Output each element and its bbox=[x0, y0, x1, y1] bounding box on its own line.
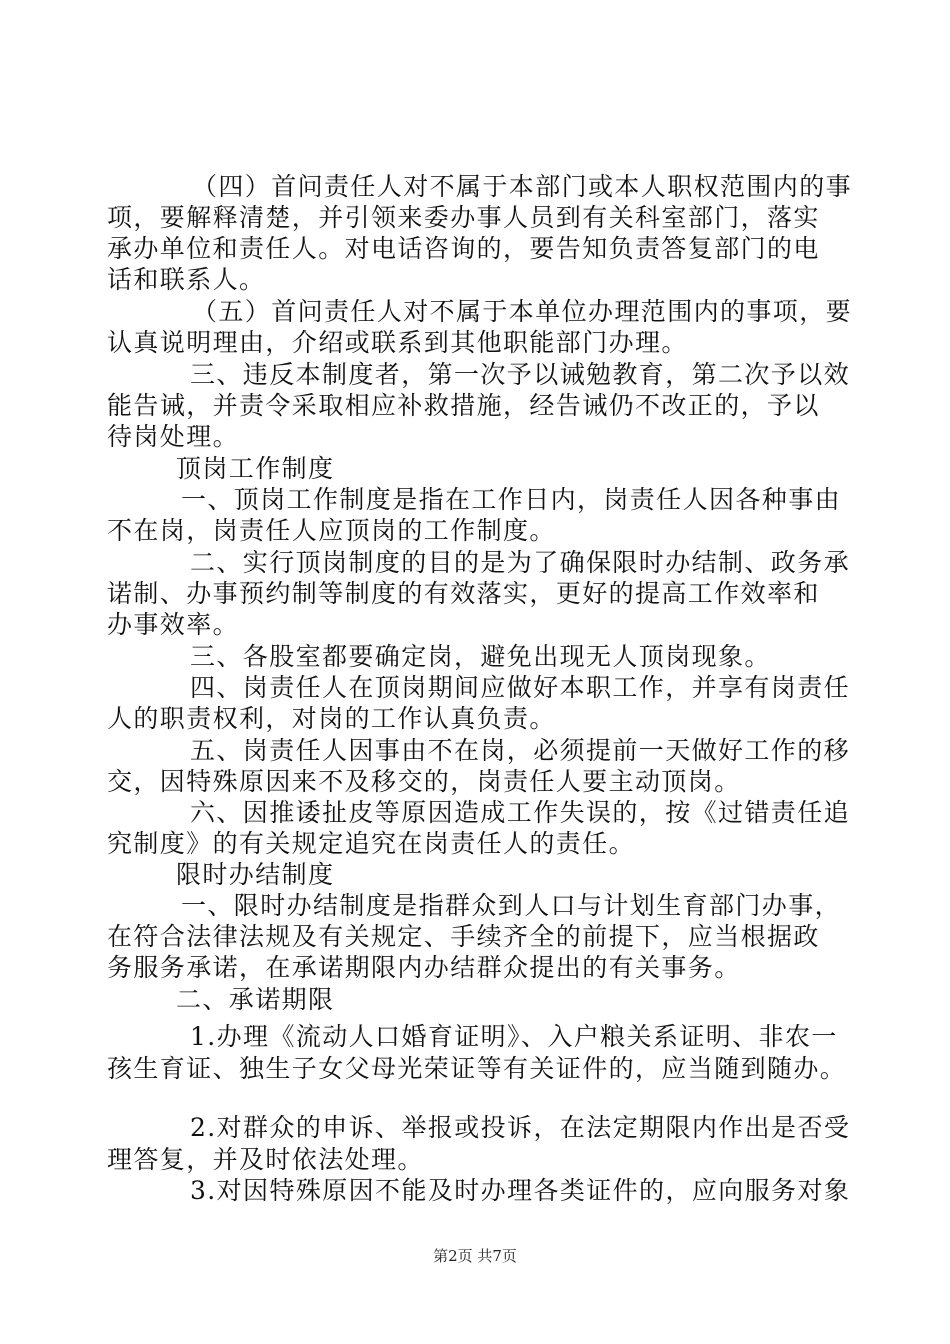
paragraph-line-14: 诺制、办事预约制等制度的有效落实，更好的提高工作效率和 bbox=[107, 579, 820, 608]
paragraph-line-30: 2.对群众的申诉、举报或投诉，在法定期限内作出是否受 bbox=[190, 1113, 851, 1142]
paragraph-line-25: 在符合法律法规及有关规定、手续齐全的前提下，应当根据政 bbox=[107, 922, 820, 951]
paragraph-line-5: （五）首问责任人对不属于本单位办理范围内的事项，要 bbox=[192, 297, 853, 326]
paragraph-line-2: 项，要解释清楚，并引领来委办事人员到有关科室部门，落实 bbox=[107, 203, 820, 232]
paragraph-line-32: 3.对因特殊原因不能及时办理各类证件的，应向服务对象 bbox=[190, 1176, 851, 1205]
paragraph-line-31: 理答复，并及时依法处理。 bbox=[107, 1145, 424, 1174]
paragraph-line-26: 务服务承诺，在承诺期限内办结群众提出的有关事务。 bbox=[107, 953, 741, 982]
paragraph-line-27: 二、承诺期限 bbox=[176, 985, 335, 1014]
paragraph-line-8: 能告诫，并责令采取相应补救措施，经告诫仍不改正的，予以 bbox=[107, 391, 820, 420]
section-heading-xianshi: 限时办结制度 bbox=[176, 860, 335, 889]
paragraph-line-12: 不在岗，岗责任人应顶岗的工作制度。 bbox=[107, 516, 556, 545]
paragraph-line-18: 人的职责权利，对岗的工作认真负责。 bbox=[107, 704, 556, 733]
paragraph-line-7: 三、违反本制度者，第一次予以诫勉教育，第二次予以效 bbox=[190, 360, 851, 389]
paragraph-line-28: 1.办理《流动人口婚育证明》、入户粮关系证明、非农一 bbox=[190, 1022, 838, 1051]
section-heading-dinggang: 顶岗工作制度 bbox=[176, 454, 335, 483]
paragraph-line-21: 六、因推诿扯皮等原因造成工作失误的，按《过错责任追 bbox=[190, 798, 851, 827]
paragraph-line-29: 孩生育证、独生子女父母光荣证等有关证件的，应当随到随办。 bbox=[107, 1054, 847, 1083]
paragraph-line-22: 究制度》的有关规定追究在岗责任人的责任。 bbox=[107, 829, 636, 858]
paragraph-line-3: 承办单位和责任人。对电话咨询的，要告知负责答复部门的电 bbox=[107, 234, 820, 263]
paragraph-line-24: 一、限时办结制度是指群众到人口与计划生育部门办事， bbox=[181, 891, 842, 920]
paragraph-line-16: 三、各股室都要确定岗，避免出现无人顶岗现象。 bbox=[190, 642, 771, 671]
page-number-footer: 第2页 共7页 bbox=[433, 1247, 517, 1265]
paragraph-line-17: 四、岗责任人在顶岗期间应做好本职工作，并享有岗责任 bbox=[190, 673, 851, 702]
paragraph-line-13: 二、实行顶岗制度的目的是为了确保限时办结制、政务承 bbox=[190, 548, 851, 577]
paragraph-line-11: 一、顶岗工作制度是指在工作日内，岗责任人因各种事由 bbox=[181, 485, 842, 514]
paragraph-line-15: 办事效率。 bbox=[107, 610, 240, 639]
paragraph-line-9: 待岗处理。 bbox=[107, 422, 240, 451]
paragraph-line-1: （四）首问责任人对不属于本部门或本人职权范围内的事 bbox=[192, 172, 853, 201]
paragraph-line-6: 认真说明理由，介绍或联系到其他职能部门办理。 bbox=[107, 328, 688, 357]
paragraph-line-4: 话和联系人。 bbox=[107, 265, 266, 294]
paragraph-line-20: 交，因特殊原因来不及移交的，岗责任人要主动顶岗。 bbox=[107, 767, 741, 796]
paragraph-line-19: 五、岗责任人因事由不在岗，必须提前一天做好工作的移 bbox=[190, 736, 851, 765]
